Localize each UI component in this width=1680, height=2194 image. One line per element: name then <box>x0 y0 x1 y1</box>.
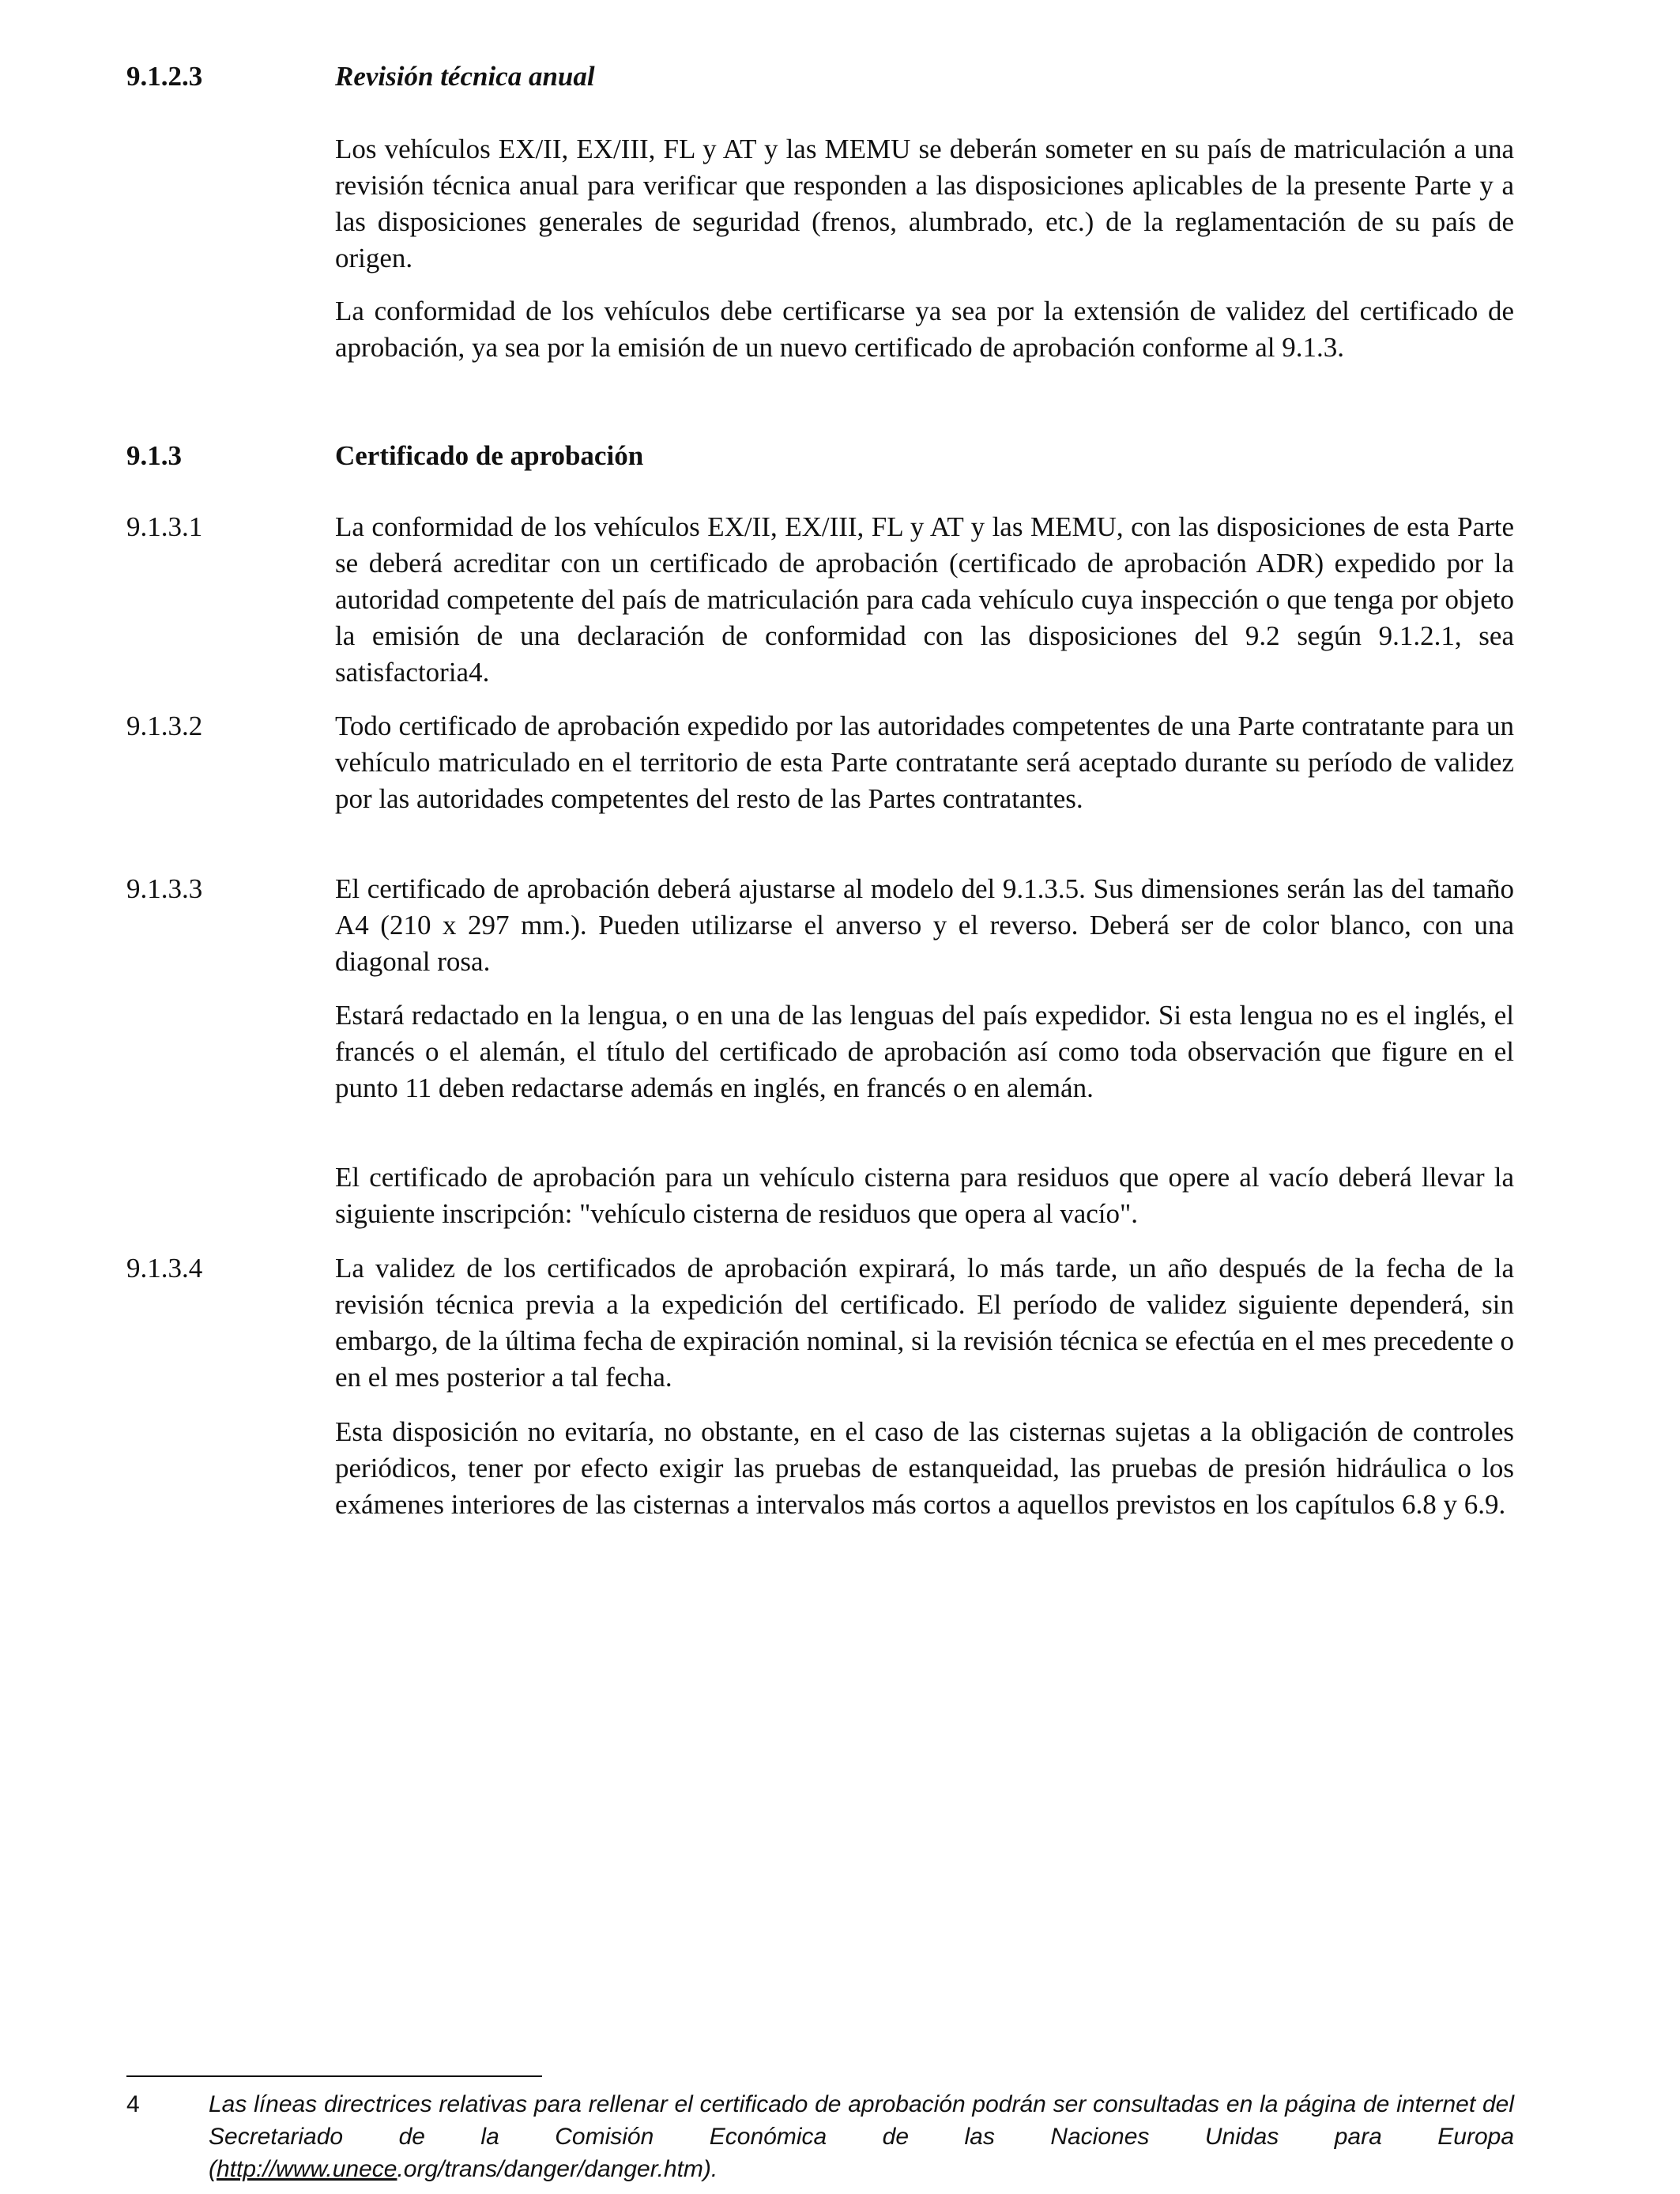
section-number: 9.1.3 <box>126 440 182 471</box>
footnote-text-after: .org/trans/danger/danger.htm). <box>397 2156 718 2182</box>
section-title: Revisión técnica anual <box>335 61 595 92</box>
footnote-link[interactable]: http://www.unece <box>217 2156 397 2182</box>
footnote-separator <box>126 2075 542 2077</box>
paragraph: Esta disposición no evitaría, no obstante, en el caso de las cisternas sujetas a la obligación de controles periódicos, tener por efecto exigir las pruebas de estanqueidad, las pruebas de presión hidráulica o los exámenes interiores de las cisternas a intervalos más cortos a aquellos previstos en los capítulos 6.8 y 6.9. <box>335 1416 1514 1520</box>
paragraph: Estará redactado en la lengua, o en una de las lenguas del país expedidor. Si esta lengua no es el inglés, el francés o el alemán, el título del certificado de aprobación así como toda observación que figure en el punto 11 deben redactarse además en inglés, en francés o en alemán. <box>335 1000 1514 1103</box>
section-title: Certificado de aprobación <box>335 440 644 471</box>
paragraph: La validez de los certificados de aprobación expirará, lo más tarde, un año después de la fecha de la revisión técnica previa a la expedición del certificado. El período de validez siguiente dependerá, sin embargo, de la última fecha de expiración nominal, si la revisión técnica se efectúa en el mes precedente o en el mes posterior a tal fecha. <box>335 1253 1514 1393</box>
footnote-text-before: Las líneas directrices relativas para rellenar el certificado de aprobación podrán ser consultadas en la página de internet del Secretariado de la Comisión Económica de las Naciones Unidas para Europa ( <box>209 2091 1514 2182</box>
paragraph: La conformidad de los vehículos debe certificarse ya sea por la extensión de validez del certificado de aprobación, ya sea por la emisión de un nuevo certificado de aprobación conforme al 9.1.3. <box>335 296 1514 363</box>
paragraph: La conformidad de los vehículos EX/II, EX/III, FL y AT y las MEMU, con las disposiciones de esta Parte se deberá acreditar con un certificado de aprobación (certificado de aprobación ADR) expedido por la autoridad competente del país de matriculación para cada vehículo cuya inspección o que tenga por objeto la emisión de una declaración de conformidad con las disposiciones del 9.2 según 9.1.2.1, sea satisfactoria4. <box>335 511 1514 688</box>
section-number: 9.1.3.2 <box>126 711 203 741</box>
section-number: 9.1.3.4 <box>126 1253 203 1284</box>
section-number: 9.1.3.3 <box>126 873 203 904</box>
paragraph: Los vehículos EX/II, EX/III, FL y AT y las MEMU se deberán someter en su país de matriculación a una revisión técnica anual para verificar que responden a las disposiciones aplicables de la presente Parte y a las disposiciones generales de seguridad (frenos, alumbrado, etc.) de la reglamentación de su país de origen. <box>335 134 1514 273</box>
paragraph: El certificado de aprobación para un vehículo cisterna para residuos que opere al vacío deberá llevar la siguiente inscripción: "vehículo cisterna de residuos que opera al vacío". <box>335 1162 1514 1229</box>
paragraph: El certificado de aprobación deberá ajustarse al modelo del 9.1.3.5. Sus dimensiones serán las del tamaño A4 (210 x 297 mm.). Pueden utilizarse el anverso y el reverso. Deberá ser de color blanco, con una diagonal rosa. <box>335 873 1514 977</box>
footnote-text <box>209 2088 1514 2185</box>
section-number: 9.1.3.1 <box>126 511 203 542</box>
paragraph: Todo certificado de aprobación expedido por las autoridades competentes de una Parte contratante para un vehículo matriculado en el territorio de esta Parte contratante será aceptado durante su período de validez por las autoridades competentes del resto de las Partes contratantes. <box>335 711 1514 814</box>
section-number: 9.1.2.3 <box>126 61 203 92</box>
footnote-number: 4 <box>126 2091 140 2117</box>
